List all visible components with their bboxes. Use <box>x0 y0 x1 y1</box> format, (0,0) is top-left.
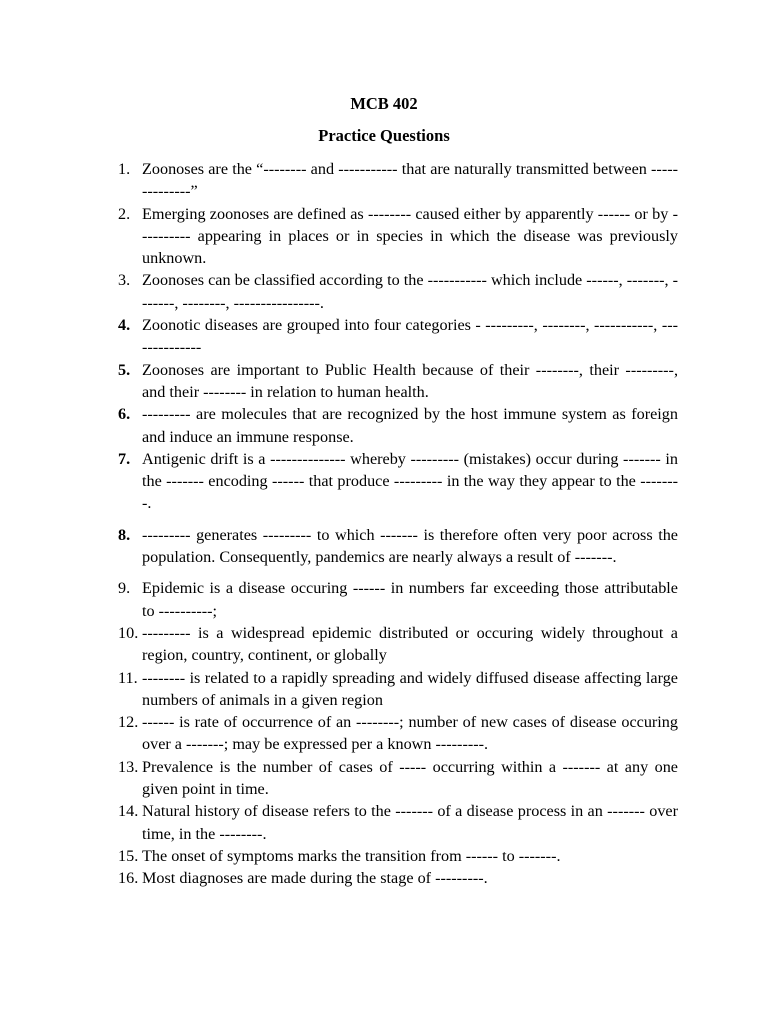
question-number: 4. <box>118 316 131 335</box>
course-code: MCB 402 <box>350 94 418 113</box>
question-number: 13. <box>118 757 139 776</box>
question-text: Most diagnoses are made during the stage of ---------. <box>142 869 488 888</box>
question-text: Zoonoses can be classified according to the ----------- which include ------, -------, -------, --------, ----------------. <box>142 271 678 312</box>
question-number: 8. <box>118 525 131 544</box>
question-number: 15. <box>118 846 139 865</box>
question-item <box>118 577 678 622</box>
question-item <box>118 403 678 448</box>
question-item <box>118 524 678 569</box>
question-text: Epidemic is a disease occuring ------ in numbers far exceeding those attributable to ----------; <box>142 579 678 620</box>
question-text: --------- is a widespread epidemic distributed or occuring widely throughout a region, country, continent, or globally <box>142 623 678 665</box>
question-item <box>118 359 678 404</box>
question-item <box>118 314 678 359</box>
spacer <box>118 515 678 524</box>
question-list <box>118 158 678 890</box>
question-number: 1. <box>118 160 131 178</box>
question-text: The onset of symptoms marks the transition from ------ to -------. <box>142 846 561 865</box>
page-title: Practice Questions <box>318 126 450 145</box>
question-text: -------- is related to a rapidly spreading and widely diffused disease affecting large numbers of animals in a given region <box>142 668 678 709</box>
question-number: 9. <box>118 579 131 598</box>
question-number: 3. <box>118 271 131 290</box>
question-number: 6. <box>118 405 131 424</box>
question-item <box>118 845 678 867</box>
question-item <box>118 667 678 712</box>
question-text: Emerging zoonoses are defined as -------- caused either by apparently ------ or by ---------- appearing in places or in species in which the disease was previously unknown. <box>142 204 678 268</box>
question-number: 7. <box>118 449 131 468</box>
question-number: 16. <box>118 869 139 888</box>
question-item <box>118 800 678 845</box>
question-item <box>118 867 678 889</box>
question-text: --------- generates --------- to which ------- is therefore often very poor across the population. Consequently, pandemics are nearly always a result of -------. <box>142 525 678 567</box>
question-text: Natural history of disease refers to the ------- of a disease process in an ------- over time, in the --------. <box>142 802 678 843</box>
question-number: 14. <box>118 802 139 821</box>
question-number: 11. <box>118 668 138 687</box>
question-text: Zoonotic diseases are grouped into four categories - ---------, --------, -----------, -------------- <box>142 316 678 357</box>
question-text: Antigenic drift is a -------------- whereby --------- (mistakes) occur during ------- in the ------- encoding ------ that produce --------- in the way they appear to the --------. <box>142 449 678 513</box>
question-text: Zoonoses are important to Public Health because of their --------, their ---------, and their -------- in relation to human health. <box>142 360 678 401</box>
question-text: Zoonoses are the “-------- and ----------- that are naturally transmitted between --------------” <box>142 160 678 201</box>
question-number: 2. <box>118 204 131 223</box>
question-text: --------- are molecules that are recognized by the host immune system as foreign and induce an immune response. <box>142 405 678 446</box>
question-item <box>118 711 678 756</box>
question-item <box>118 756 678 801</box>
question-text: ------ is rate of occurrence of an --------; number of new cases of disease occuring over a -------; may be expressed per a known ---------. <box>142 713 678 754</box>
spacer <box>118 568 678 577</box>
question-number: 10. <box>118 623 139 642</box>
question-number: 5. <box>118 360 131 379</box>
question-item <box>118 448 678 515</box>
question-item <box>118 203 678 270</box>
question-number: 12. <box>118 713 139 732</box>
question-text: Prevalence is the number of cases of ----- occurring within a ------- at any one given point in time. <box>142 757 678 799</box>
question-item <box>118 269 678 314</box>
question-item <box>118 158 678 203</box>
question-item <box>118 622 678 667</box>
